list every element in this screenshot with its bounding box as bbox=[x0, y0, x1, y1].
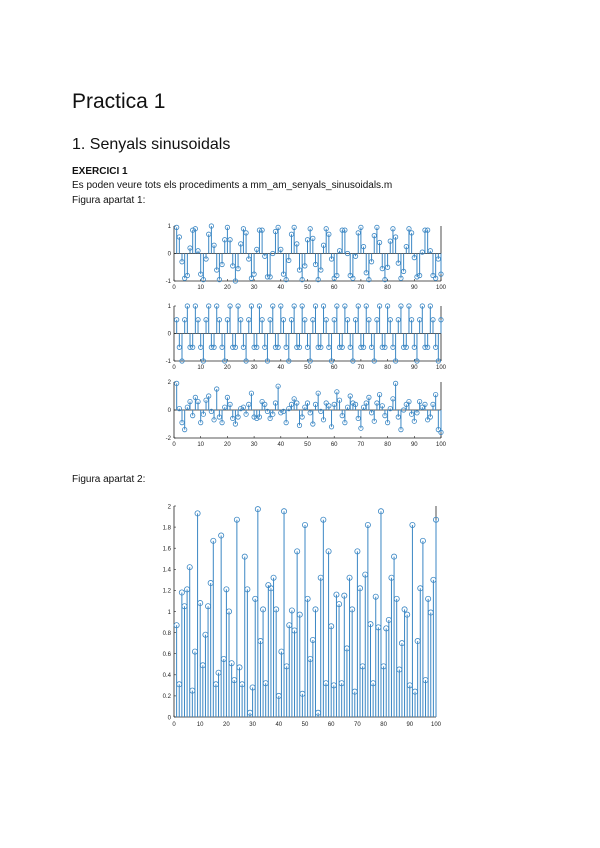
y-tick-label: 1.2 bbox=[162, 588, 171, 595]
y-tick-label: 0 bbox=[167, 715, 171, 722]
x-tick-label: 50 bbox=[301, 722, 309, 728]
section-heading: 1. Senyals sinusoidals bbox=[72, 136, 231, 153]
y-tick-label: 1 bbox=[167, 609, 171, 616]
x-tick-label: 0 bbox=[172, 285, 176, 291]
x-tick-label: 50 bbox=[304, 442, 311, 448]
x-tick-label: 60 bbox=[330, 365, 338, 371]
x-tick-label: 40 bbox=[277, 365, 285, 371]
y-tick-label: -1 bbox=[165, 359, 171, 365]
x-tick-label: 0 bbox=[172, 365, 176, 371]
y-tick-label: -1 bbox=[165, 279, 171, 285]
x-tick-label: 10 bbox=[196, 722, 204, 728]
y-tick-label: 0 bbox=[167, 331, 171, 338]
x-tick-label: 0 bbox=[172, 722, 176, 728]
x-tick-label: 10 bbox=[197, 442, 205, 448]
x-tick-label: 10 bbox=[197, 365, 205, 371]
x-tick-label: 70 bbox=[354, 722, 361, 728]
y-tick-label: -2 bbox=[165, 436, 171, 442]
x-tick-label: 80 bbox=[384, 285, 391, 291]
x-tick-label: 70 bbox=[357, 442, 365, 448]
x-tick-label: 40 bbox=[277, 442, 285, 448]
x-tick-label: 100 bbox=[435, 365, 447, 371]
x-tick-label: 20 bbox=[223, 722, 230, 728]
x-tick-label: 30 bbox=[250, 285, 258, 291]
x-tick-label: 90 bbox=[410, 365, 418, 371]
x-tick-label: 80 bbox=[380, 722, 387, 728]
x-tick-label: 20 bbox=[224, 285, 231, 291]
x-tick-label: 70 bbox=[357, 365, 365, 371]
y-tick-label: 2 bbox=[167, 504, 171, 511]
x-tick-label: 10 bbox=[197, 285, 205, 291]
y-tick-label: 1 bbox=[167, 304, 171, 310]
y-tick-label: 1.4 bbox=[162, 567, 171, 574]
x-tick-label: 30 bbox=[250, 442, 258, 448]
x-tick-label: 50 bbox=[304, 365, 311, 371]
intro-paragraph: Es poden veure tots els procediments a mm_am_senyals_sinusoidals.m bbox=[72, 180, 393, 191]
x-tick-label: 100 bbox=[435, 285, 447, 291]
exercise-heading: EXERCICI 1 bbox=[72, 166, 128, 177]
x-tick-label: 20 bbox=[224, 442, 231, 448]
y-tick-label: 1 bbox=[167, 224, 171, 230]
y-tick-label: 0 bbox=[167, 408, 171, 414]
y-tick-label: 0.8 bbox=[162, 630, 171, 637]
stem-plot-2 bbox=[160, 300, 450, 374]
y-tick-label: 0.4 bbox=[162, 673, 171, 680]
x-tick-label: 30 bbox=[249, 722, 256, 728]
x-tick-label: 70 bbox=[357, 285, 365, 291]
y-tick-label: 1.8 bbox=[162, 525, 171, 532]
x-tick-label: 80 bbox=[384, 365, 391, 371]
stem-plot-3 bbox=[160, 378, 450, 450]
x-tick-label: 50 bbox=[304, 285, 311, 291]
x-tick-label: 60 bbox=[330, 285, 338, 291]
x-tick-label: 60 bbox=[327, 722, 335, 728]
x-tick-label: 90 bbox=[406, 722, 414, 728]
y-tick-label: 0.2 bbox=[162, 694, 171, 701]
x-tick-label: 40 bbox=[275, 722, 283, 728]
y-tick-label: 0 bbox=[167, 251, 171, 258]
x-tick-label: 100 bbox=[435, 442, 447, 448]
x-tick-label: 0 bbox=[172, 442, 176, 448]
x-tick-label: 80 bbox=[384, 442, 391, 448]
stem-plot-4 bbox=[150, 498, 450, 734]
x-tick-label: 40 bbox=[277, 285, 285, 291]
x-tick-label: 90 bbox=[410, 285, 418, 291]
y-tick-label: 2 bbox=[167, 380, 171, 386]
x-tick-label: 90 bbox=[410, 442, 418, 448]
y-tick-label: 0.6 bbox=[162, 652, 171, 659]
stem-plot-1 bbox=[160, 222, 450, 292]
figure-2-caption: Figura apartat 2: bbox=[72, 474, 146, 485]
y-tick-label: 1.6 bbox=[162, 546, 171, 553]
figure-1-caption: Figura apartat 1: bbox=[72, 195, 146, 206]
x-tick-label: 30 bbox=[250, 365, 258, 371]
x-tick-label: 100 bbox=[430, 722, 442, 728]
x-tick-label: 20 bbox=[224, 365, 231, 371]
x-tick-label: 60 bbox=[330, 442, 338, 448]
page-title: Practica 1 bbox=[72, 90, 166, 113]
